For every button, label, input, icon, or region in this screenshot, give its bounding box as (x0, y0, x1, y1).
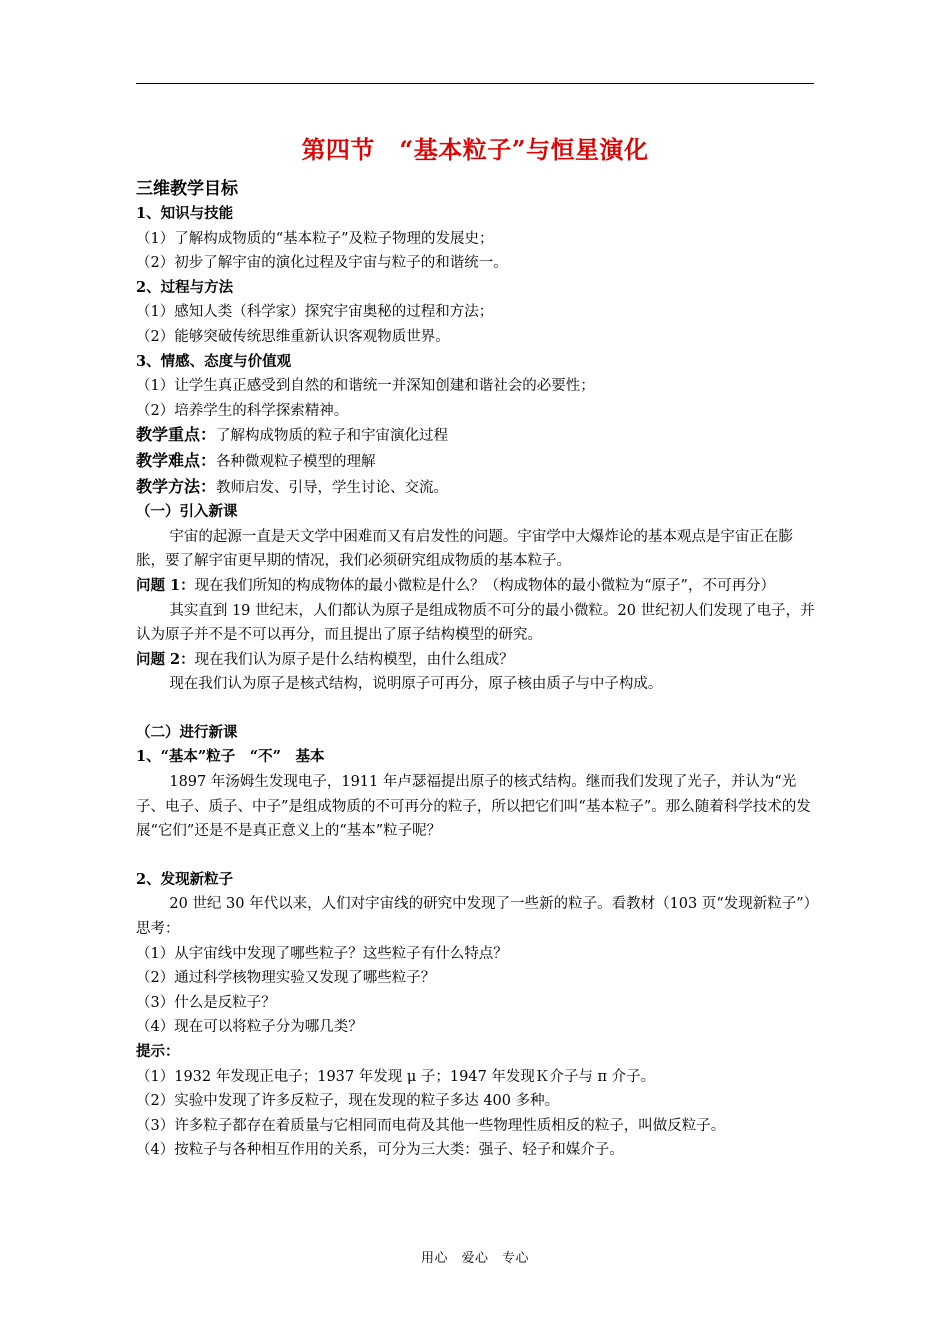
intro-paragraph: 现在我们认为原子是核式结构，说明原子可再分，原子核由质子与中子构成。 (169, 676, 663, 693)
key-point (136, 423, 816, 449)
question-2 (136, 648, 816, 673)
page-footer: 用心 爱心 专心 (420, 1251, 529, 1266)
hint-item: （3）许多粒子都存在着质量与它相同而电荷及其他一些物理性质相反的粒子，叫做反粒子。 (136, 1117, 726, 1134)
process-item: （2）能够突破传统思维重新认识客观物质世界。 (136, 328, 450, 345)
question-1-label: 问题 1： (136, 576, 195, 594)
think-question: （4）现在可以将粒子分为哪几类？ (136, 1019, 363, 1036)
intro-paragraph: 其实直到 19 世纪末，人们都认为原子是组成物质不可分的最小微粒。20 世纪初人们发现了电子，并认为原子并不是不可以再分，而且提出了原子结构模型的研究。 (136, 602, 815, 644)
question-1 (136, 574, 816, 599)
section-2-heading: 2、发现新粒子 (136, 870, 234, 888)
goals-heading: 三维教学目标 (136, 179, 238, 199)
method-text: 教师启发、引导，学生讨论、交流。 (216, 479, 449, 496)
hint-item: （1）1932 年发现正电子；1937 年发现 μ 子；1947 年发现Ｋ介子与 π 介子。 (136, 1068, 656, 1085)
question-2-text: 现在我们认为原子是什么结构模型，由什么组成？ (194, 651, 514, 668)
key-point-text: 了解构成物质的粒子和宇宙演化过程 (216, 428, 449, 445)
page-title: 第四节 “基本粒子”与恒星演化 (301, 135, 649, 164)
knowledge-item: （1）了解构成物质的“基本粒子”及粒子物理的发展史； (136, 230, 494, 247)
section-1-paragraph: 1897 年汤姆生发现电子，1911 年卢瑟福提出原子的核式结构。继而我们发现了光子，并认为“光子、电子、质子、中子”是组成物质的不可再分的粒子，所以把它们叫“基本粒子”。那么随着科学技术的发展“它们”还是不是真正意义上的“基本”粒子呢？ (136, 774, 811, 840)
think-question: （3）什么是反粒子？ (136, 994, 276, 1011)
newlesson-heading: （二）进行新课 (136, 723, 238, 741)
question-2-label: 问题 2： (136, 650, 195, 668)
process-item: （1）感知人类（科学家）探究宇宙奥秘的过程和方法； (136, 304, 494, 321)
method-label: 教学方法： (136, 476, 217, 496)
think-label: 思考： (136, 921, 180, 938)
hint-item: （2）实验中发现了许多反粒子，现在发现的粒子多达 400 多种。 (136, 1093, 560, 1110)
emotion-heading: 3、情感、态度与价值观 (136, 352, 292, 370)
intro-heading: （一）引入新课 (136, 503, 238, 521)
knowledge-heading: 1、知识与技能 (136, 205, 234, 222)
section-1-heading: 1、“基本”粒子 “不” 基本 (136, 748, 325, 766)
header-rule (136, 83, 814, 84)
key-point-label: 教学重点： (136, 425, 217, 445)
difficulty-text: 各种微观粒子模型的理解 (216, 453, 376, 470)
think-question: （1）从宇宙线中发现了哪些粒子？这些粒子有什么特点？ (136, 945, 508, 962)
knowledge-item: （2）初步了解宇宙的演化过程及宇宙与粒子的和谐统一。 (136, 255, 508, 272)
section-2-paragraph: 20 世纪 30 年代以来，人们对宇宙线的研究中发现了一些新的粒子。看教材（103 页“发现新粒子”） (169, 896, 819, 913)
difficulty-label: 教学难点： (136, 450, 217, 470)
spacer (136, 697, 816, 721)
hint-label: 提示： (136, 1043, 180, 1060)
document-body (136, 176, 819, 1163)
think-question: （2）通过科学核物理实验又发现了哪些粒子？ (136, 970, 436, 987)
process-heading: 2、过程与方法 (136, 278, 234, 296)
method (136, 475, 816, 501)
emotion-item: （1）让学生真正感受到自然的和谐统一并深知创建和谐社会的必要性； (136, 378, 595, 395)
emotion-item: （2）培养学生的科学探索精神。 (136, 402, 349, 419)
intro-paragraph: 宇宙的起源一直是天文学中困难而又有启发性的问题。宇宙学中大爆炸论的基本观点是宇宙正在膨胀，要了解宇宙更早期的情况，我们必须研究组成物质的基本粒子。 (136, 528, 793, 570)
spacer (136, 844, 816, 868)
difficulty (136, 449, 816, 475)
hint-item: （4）按粒子与各种相互作用的关系，可分为三大类：强子、轻子和媒介子。 (136, 1142, 624, 1159)
question-1-text: 现在我们所知的构成物体的最小微粒是什么？（构成物体的最小微粒为“原子”，不可再分） (194, 577, 775, 594)
